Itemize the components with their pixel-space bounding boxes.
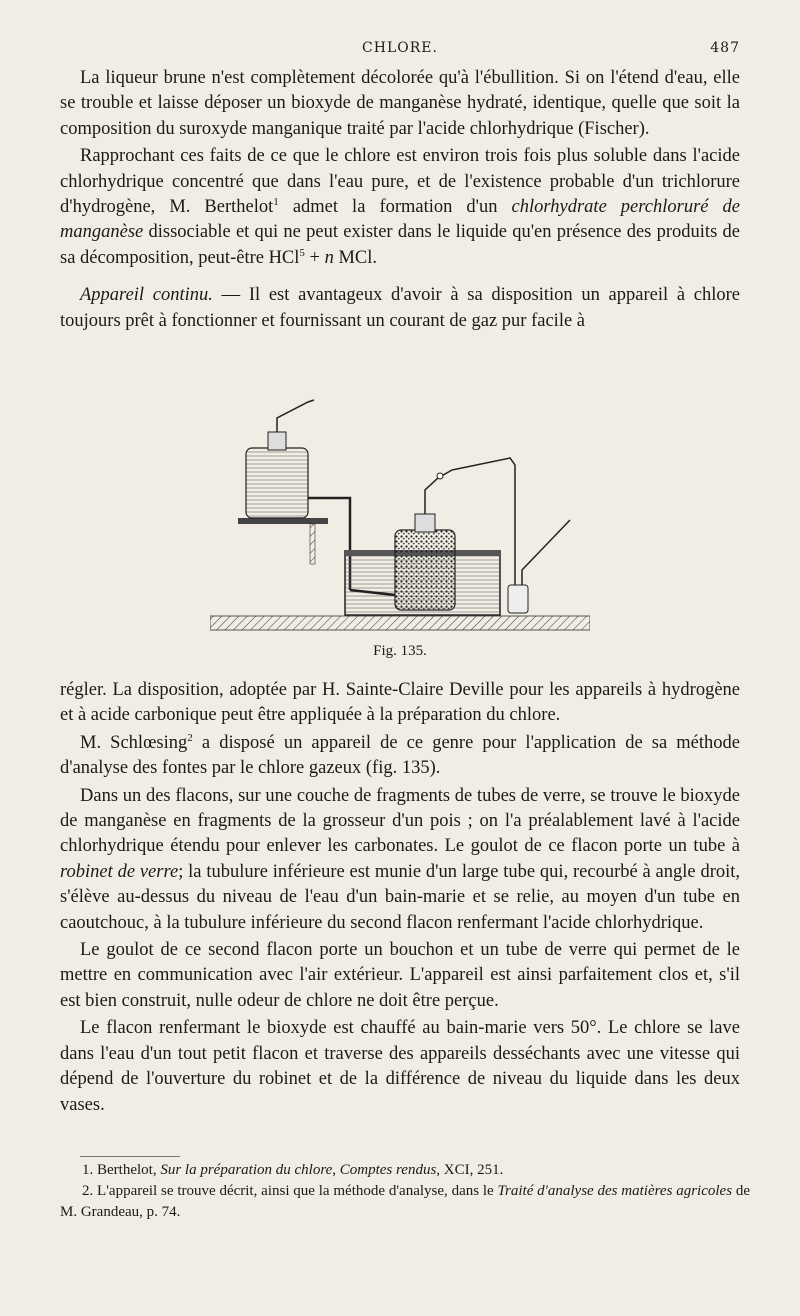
paragraph-liqueur-brune <box>60 66 740 142</box>
text-block-top <box>60 66 740 336</box>
paragraph-text: régler. La disposition, adoptée par H. Sainte-Claire Deville pour les appareils à hydrogène et à acide carbonique peut être appliquée à la préparation du chlore. <box>60 680 740 726</box>
footnote-text: de M. Grandeau, p. 74. <box>60 1183 750 1220</box>
footnote-text: XCI, 251. <box>440 1162 504 1178</box>
running-head <box>60 40 740 64</box>
footnote-ref: 2 <box>187 731 193 744</box>
paragraph-text: Rapprochant ces faits de ce que le chlore est environ trois fois plus soluble dans l'acide chlorhydrique concentré que dans l'eau pure, et de l'existence probable d'un trichlorure d'hydrogène, M. Berthelot <box>60 146 740 218</box>
paragraph-text: La liqueur brune n'est complètement décolorée qu'à l'ébullition. Si on l'étend d'eau, elle se trouble et laisse déposer un bioxyde de manganèse hydraté, identique, quelle que soit la composition du suroxyde manganique traité par l'acide chlorhydrique (Fischer). <box>60 68 740 139</box>
paragraph-text: M. Schlœsing <box>80 732 188 753</box>
paragraph-text: dissociable et qui ne peut exister dans le liquide qu'en présence des produits de sa décomposition, peut-être HCl <box>60 222 740 268</box>
footnote-1 <box>60 1160 750 1181</box>
footnote-2 <box>60 1181 750 1223</box>
formula-variable: n <box>324 247 334 268</box>
paragraph-text: Le flacon renfermant le bioxyde est chauffé au bain-marie vers 50°. Le chlore se lave dans l'eau d'un tout petit flacon et traverse des appareils desséchants avec une vitesse qui dépend de l'ouverture du robinet et de la différence de niveau du liquide dans les deux vases. <box>60 1018 740 1115</box>
paragraph-text: — Il est avantageux d'avoir à sa disposition un appareil à chlore toujours prêt à fonctionner et fournissant un courant de gaz pur facile à <box>60 285 740 331</box>
section-heading: Appareil continu. <box>80 285 213 306</box>
formula-exponent: 5 <box>299 246 305 259</box>
paragraph-text: + <box>304 247 325 268</box>
acid-flask <box>246 400 350 590</box>
footnote-text: 1. Berthelot, <box>82 1162 161 1178</box>
footnote-ref: 1 <box>273 195 279 208</box>
text-block-bottom <box>60 678 740 1120</box>
paragraph-regler <box>60 678 740 729</box>
italic-term: chlorhydrate perchloruré de manganèse <box>60 197 740 243</box>
paragraph-text: Le goulot de ce second flacon porte un bouchon et un tube de verre qui permet de le mettre en communication avec l'air extérieur. L'appareil est ainsi parfaitement clos et, s'il est bien construit, nulle odeur de chlore ne doit être perçue. <box>60 940 740 1011</box>
page-number: 487 <box>710 40 740 56</box>
paragraph-goulot <box>60 938 740 1014</box>
table-base <box>210 616 590 630</box>
footnote-text: 2. L'appareil se trouve décrit, ainsi que la méthode d'analyse, dans le <box>82 1183 498 1199</box>
footnote-rule <box>80 1156 180 1157</box>
paragraph-text: Dans un des flacons, sur une couche de fragments de tubes de verre, se trouve le bioxyde de manganèse en fragments de la grosseur d'un pois ; on l'a préalablement lavé à l'acide chlorhydrique étendu pour enlever les carbonates. Le goulot de ce flacon porte un tube à <box>60 785 740 857</box>
wash-flask <box>508 520 570 613</box>
figure-apparatus-illustration <box>210 390 590 640</box>
footnote-italic: Traité d'analyse des matières agricoles <box>497 1183 733 1199</box>
paragraph-text: a disposé un appareil de ce genre pour l'application de sa méthode d'analyse des fontes par le chlore gazeux (fig. 135). <box>60 732 740 779</box>
support-shelf <box>238 518 328 564</box>
footnotes <box>60 1160 750 1223</box>
paragraph-schloesing <box>60 731 740 782</box>
italic-term: robinet de verre <box>60 861 179 882</box>
footnote-italic: Sur la préparation du chlore, Comptes rendus, <box>160 1162 441 1178</box>
paragraph-text: admet la formation d'un <box>278 197 512 218</box>
paragraph-flacons <box>60 784 740 936</box>
running-head-title: CHLORE. <box>362 40 438 56</box>
paragraph-berthelot <box>60 144 740 271</box>
paragraph-appareil-continu <box>60 283 740 334</box>
paragraph-bain-marie <box>60 1016 740 1118</box>
paragraph-text: MCl. <box>333 247 378 268</box>
paragraph-text: ; la tubulure inférieure est munie d'un large tube qui, recourbé à angle droit, s'élève au-dessus du niveau de l'eau d'un bain-marie et se relie, au moyen d'un tube en caoutchouc, à la tubulure inférieure du second flacon renfermant l'acide chlorhydrique. <box>60 861 741 933</box>
figure-caption: Fig. 135. <box>373 643 427 659</box>
